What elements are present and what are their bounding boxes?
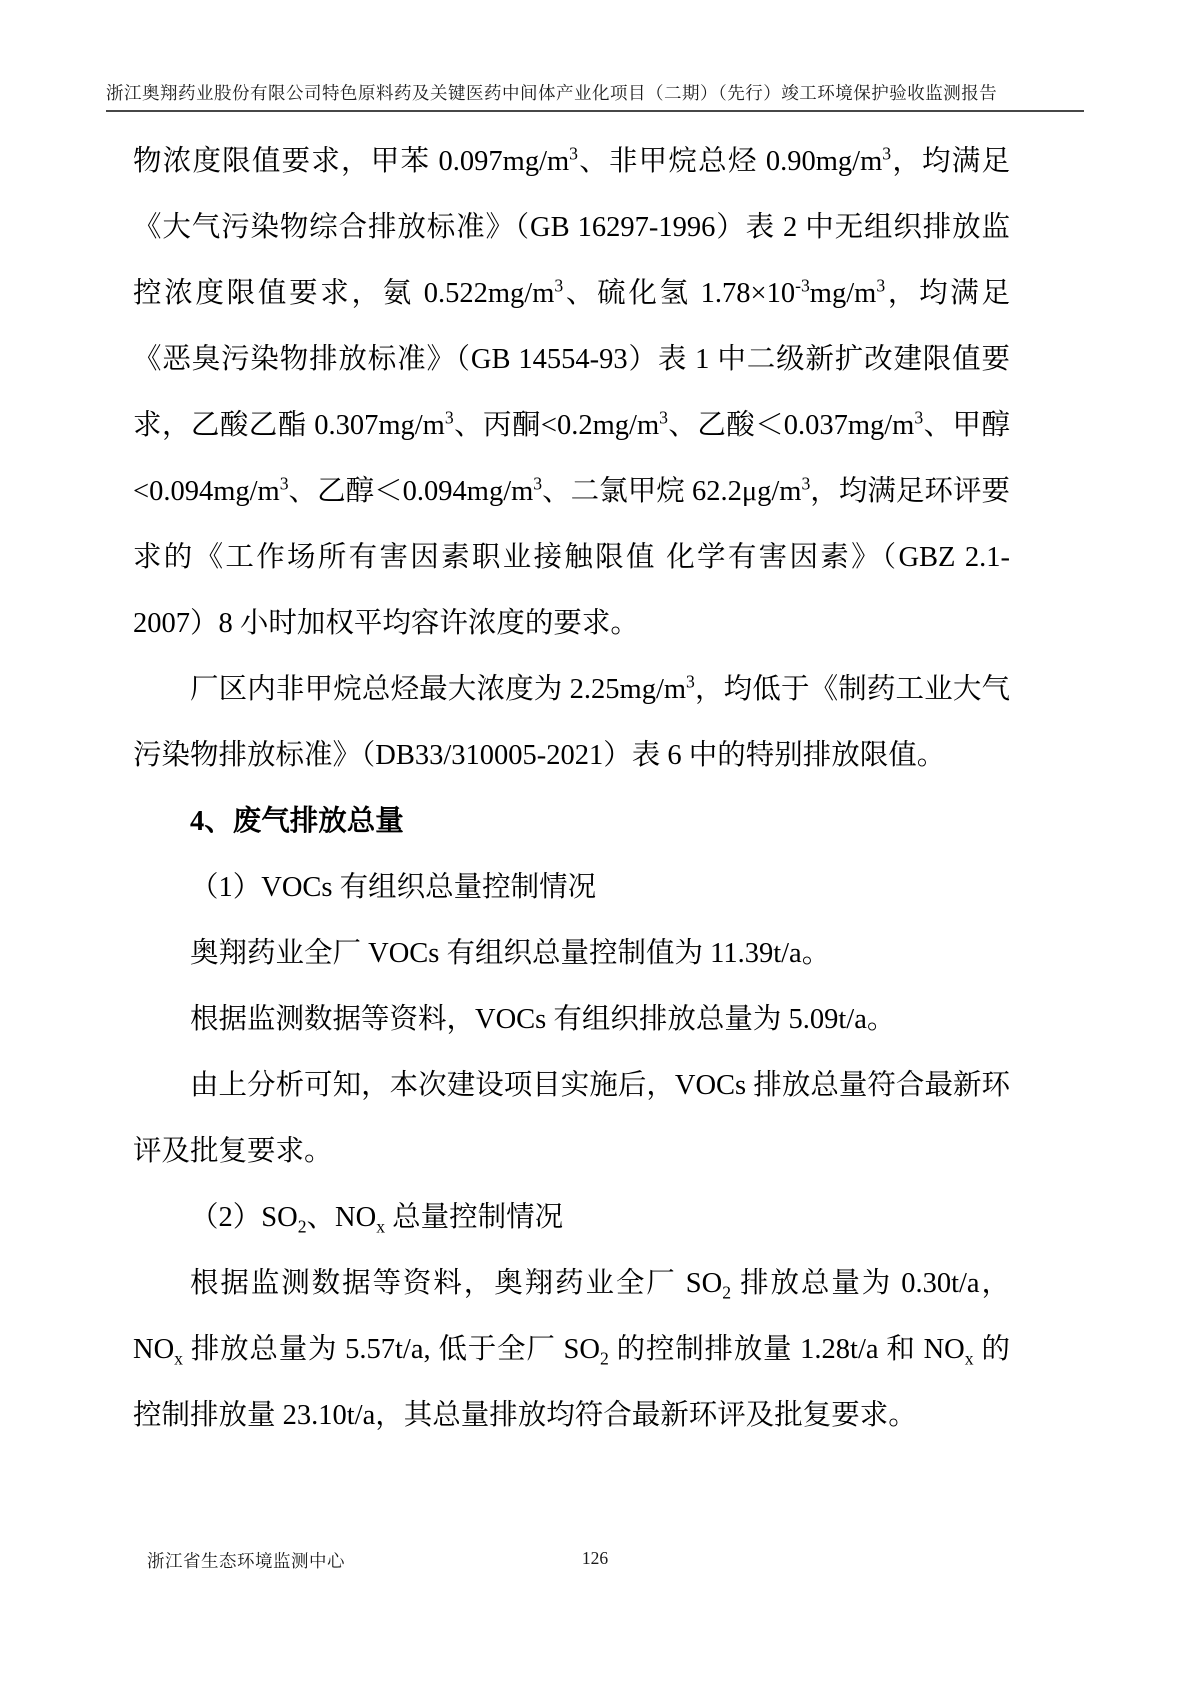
paragraph-so2-nox-title: $(2)SO_2$、$NO_x$ 总量控制情况 [190, 1202, 564, 1237]
paragraph-unorganized-emission-limits: 物浓度限值要求，甲苯 $0.097mg/m^3$、非甲烷总烃 $0.90mg/m^3$，均满足《大气污染物综合排放标准》（GB 16297-1996）表 2 中无组织排放监控浓度限值要求，氨 $0.522mg/m^3$、硫化氢 $1.78\times 10^{-3}mg/m^3$，均满足《恶臭污染物排放标准》（GB 14554-93）表 1 中二级新扩改建限值要求，乙酸乙酯 $0.307mg/m^3$、丙酮$<0.2mg/m^3$、乙酸$<0.037mg/m^3$、甲醇$<0.094mg/m^3$、乙醇$<0.094mg/m^3$、二氯甲烷 $62.2\mu g/m^3$，均满足环评要求的《工作场所有害因素职业接触限值 化学有害因素》（GBZ 2.1-2007）8 小时加权平均容许浓度的要求。 [133, 143, 1010, 639]
paragraph-vocs-emission-total: 根据监测数据等资料，VOCs 有组织排放总量为 5.09t/a。 [190, 1004, 896, 1035]
paragraph-vocs-control-value: 奥翔药业全厂 VOCs 有组织总量控制值为 11.39t/a。 [190, 938, 831, 969]
footer-organization: 浙江省生态环境监测中心 [147, 1551, 345, 1571]
paragraph-so2-nox-totals: 根据监测数据等资料，奥翔药业全厂 $SO_2$ 排放总量为 0.30t/a，$NO_x$ 排放总量为 5.57t/a, 低于全厂 $SO_2$ 的控制排放量 1.28t/a 和 $NO_x$ 的控制排放量 23.10t/a，其总量排放均符合最新环评及批复要求。 [133, 1268, 1010, 1431]
paragraph-vocs-control-title: （1）VOCs 有组织总量控制情况 [190, 872, 597, 903]
section-heading-waste-gas-total: 4、废气排放总量 [190, 806, 404, 837]
footer-page-number: 126 [581, 1548, 609, 1568]
document-body [133, 129, 1010, 1449]
page-header-title: 浙江奥翔药业股份有限公司特色原料药及关键医药中间体产业化项目（二期）（先行）竣工环境保护验收监测报告 [106, 80, 1084, 112]
paragraph-nmhc-max-concentration: 厂区内非甲烷总烃最大浓度为 $2.25mg/m^3$，均低于《制药工业大气污染物排放标准》（DB33/310005-2021）表 6 中的特别排放限值。 [133, 671, 1010, 771]
page-footer [133, 1548, 1057, 1578]
paragraph-vocs-conclusion: 由上分析可知，本次建设项目实施后，VOCs 排放总量符合最新环评及批复要求。 [133, 1070, 1010, 1167]
